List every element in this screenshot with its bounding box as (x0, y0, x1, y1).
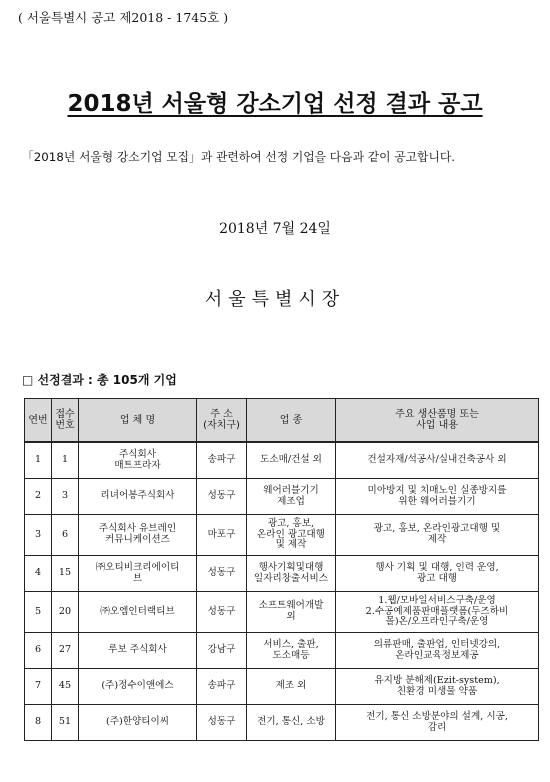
cell-address: 송파구 (197, 669, 247, 705)
header-company: 업 체 명 (79, 399, 197, 443)
cell-receipt-number: 3 (52, 479, 79, 515)
header-products: 주요 생산품명 또는 사업 내용 (336, 399, 539, 443)
intro-paragraph: 「2018년 서울형 강소기업 모집」과 관련하여 선정 기업을 다음과 같이 공고합니다. (22, 150, 455, 164)
issuer-name: 서울특별시장 (204, 289, 346, 310)
cell-no: 4 (25, 556, 52, 592)
cell-industry: 광고, 홍보, 온라인 광고대행 및 제작 (247, 515, 336, 556)
cell-company: (주)한양티이씨 (79, 705, 197, 741)
header-industry: 업 종 (247, 399, 336, 443)
selection-result-table (24, 398, 539, 741)
cell-industry: 웨어러블기기 제조업 (247, 479, 336, 515)
cell-industry: 소프트웨어개발 외 (247, 592, 336, 633)
cell-products: 광고, 홍보, 온라인광고대행 및 제작 (336, 515, 539, 556)
header-no: 연번 (25, 399, 52, 443)
cell-industry: 행사기획및대행 일자리창출서비스 (247, 556, 336, 592)
cell-address: 성동구 (197, 705, 247, 741)
cell-company: ㈜오엠인터랙티브 (79, 592, 197, 633)
table-row (25, 592, 539, 633)
cell-no: 3 (25, 515, 52, 556)
cell-receipt-number: 45 (52, 669, 79, 705)
cell-company: 주식회사 유브레인 커뮤니케이션즈 (79, 515, 197, 556)
cell-no: 5 (25, 592, 52, 633)
cell-address: 성동구 (197, 479, 247, 515)
cell-products: 행사 기획 및 대행, 인력 운영, 광고 대행 (336, 556, 539, 592)
cell-no: 2 (25, 479, 52, 515)
cell-products: 1.웹/모바일서비스구축/운영 2.수공예제품판매플랫폼(두즈하비 몰)온/오프라인구축/운영 (336, 592, 539, 633)
cell-address: 강남구 (197, 633, 247, 669)
document-title: 2018년 서울형 강소기업 선정 결과 공고 (67, 91, 483, 117)
cell-no: 6 (25, 633, 52, 669)
cell-company: 리녀어봉주식회사 (79, 479, 197, 515)
table-row (25, 633, 539, 669)
cell-no: 1 (25, 442, 52, 479)
cell-no: 8 (25, 705, 52, 741)
cell-products: 전기, 통신 소방분야의 설계, 시공, 감리 (336, 705, 539, 741)
cell-receipt-number: 6 (52, 515, 79, 556)
cell-industry: 도소매/건설 외 (247, 442, 336, 479)
cell-receipt-number: 20 (52, 592, 79, 633)
cell-receipt-number: 15 (52, 556, 79, 592)
cell-products: 건설자재/석공사/실내건축공사 외 (336, 442, 539, 479)
cell-no: 7 (25, 669, 52, 705)
cell-industry: 전기, 통신, 소방 (247, 705, 336, 741)
cell-industry: 서비스, 출판, 도소매등 (247, 633, 336, 669)
cell-address: 마포구 (197, 515, 247, 556)
selection-result-heading: □ 선정결과 : 총 105개 기업 (22, 373, 177, 387)
cell-company: (주)정수이앤에스 (79, 669, 197, 705)
cell-address: 성동구 (197, 556, 247, 592)
document-number: ( 서울특별시 공고 제2018 - 1745호 ) (18, 10, 229, 25)
cell-industry: 제조 외 (247, 669, 336, 705)
header-receipt-number: 접수 번호 (52, 399, 79, 443)
announcement-date: 2018년 7월 24일 (219, 221, 331, 237)
cell-receipt-number: 27 (52, 633, 79, 669)
cell-address: 송파구 (197, 442, 247, 479)
table-row (25, 442, 539, 479)
cell-receipt-number: 51 (52, 705, 79, 741)
table-row (25, 669, 539, 705)
cell-products: 의류판매, 출판업, 인터넷강의, 온라인교육정보제공 (336, 633, 539, 669)
table-body (25, 442, 539, 741)
cell-products: 유지방 분해제(Ezit-system), 친환경 미생물 약품 (336, 669, 539, 705)
cell-company: 주식회사 매트프라자 (79, 442, 197, 479)
table-row (25, 479, 539, 515)
table-header-row (25, 399, 539, 443)
table-row (25, 515, 539, 556)
cell-company: ㈜오티비크리에이티 브 (79, 556, 197, 592)
header-address: 주 소 (자치구) (197, 399, 247, 443)
cell-address: 성동구 (197, 592, 247, 633)
cell-products: 미아방지 및 치매노인 실종방지를 위한 웨어러블기기 (336, 479, 539, 515)
table-row (25, 556, 539, 592)
table-row (25, 705, 539, 741)
cell-company: 루보 주식회사 (79, 633, 197, 669)
cell-receipt-number: 1 (52, 442, 79, 479)
